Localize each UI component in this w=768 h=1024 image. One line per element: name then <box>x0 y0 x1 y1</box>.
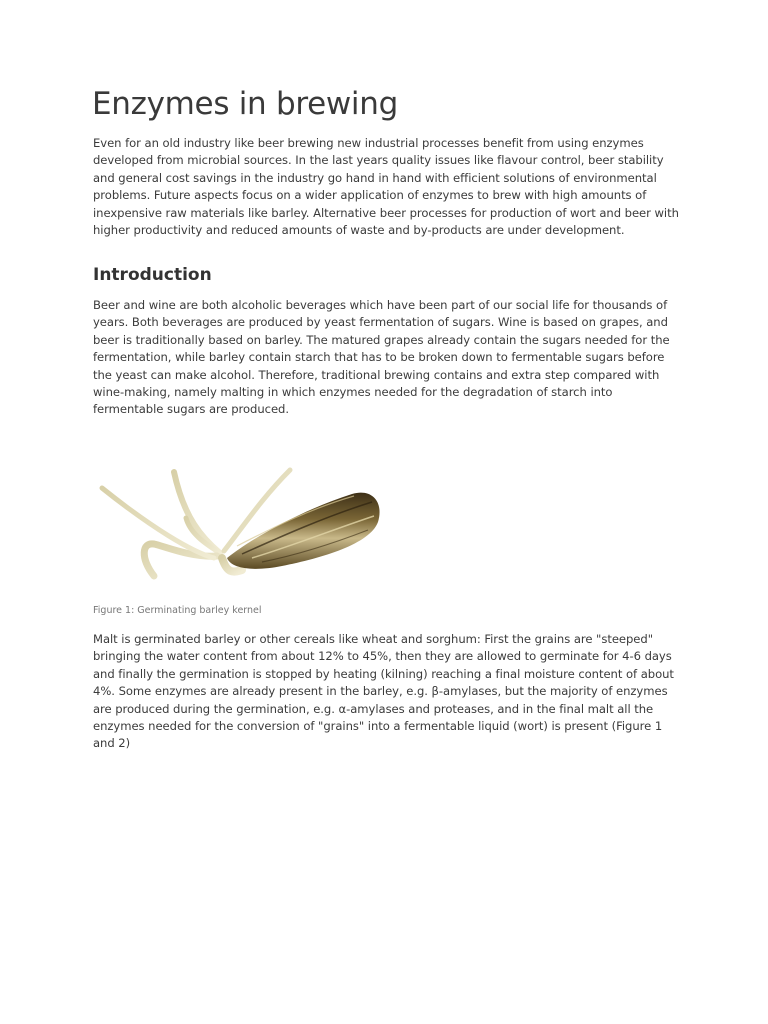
malt-paragraph: Malt is germinated barley or other cereals like wheat and sorghum: First the grains are "steeped" bringing the water content from about 12% to 45%, then they are allowed to germinate for 4-6 days and finally the germination is stopped by heating (kilning) reaching a final moisture content of about 4%. Some enzymes are already present in the barley, e.g. β-amylases, but the majority of enzymes are produced during the germination, e.g. α-amylases and proteases, and in the final malt all the enzymes needed for the conversion of "grains" into a fermentable liquid (wort) is present (Figure 1 and 2) <box>93 632 674 751</box>
page-title: Enzymes in brewing <box>92 86 398 122</box>
figure-caption: Figure 1: Germinating barley kernel <box>93 605 262 616</box>
kernel-body <box>227 493 380 569</box>
germinating-barley-kernel-image <box>92 458 392 588</box>
introduction-paragraph: Beer and wine are both alcoholic beverages which have been part of our social life for thousands of years. Both beverages are produced by yeast fermentation of sugars. Wine is based on grapes, and beer is traditionally based on barley. The matured grapes already contain the sugars needed for the fermentation, while barley contain starch that has to be broken down to fermentable sugars before the yeast can make alcohol. Therefore, traditional brewing contains and extra step compared with wine-making, namely malting in which enzymes needed for the degradation of starch into fermentable sugars are produced. <box>93 298 670 417</box>
section-heading-introduction: Introduction <box>93 265 212 285</box>
intro-paragraph: Even for an old industry like beer brewing new industrial processes benefit from using enzymes developed from microbial sources. In the last years quality issues like flavour control, beer stability and general cost savings in the industry go hand in hand with efficient solutions of environmental problems. Future aspects focus on a wider application of enzymes to brew with high amounts of inexpensive raw materials like barley. Alternative beer processes for production of wort and beer with higher productivity and reduced amounts of waste and by-products are under development. <box>93 136 679 238</box>
